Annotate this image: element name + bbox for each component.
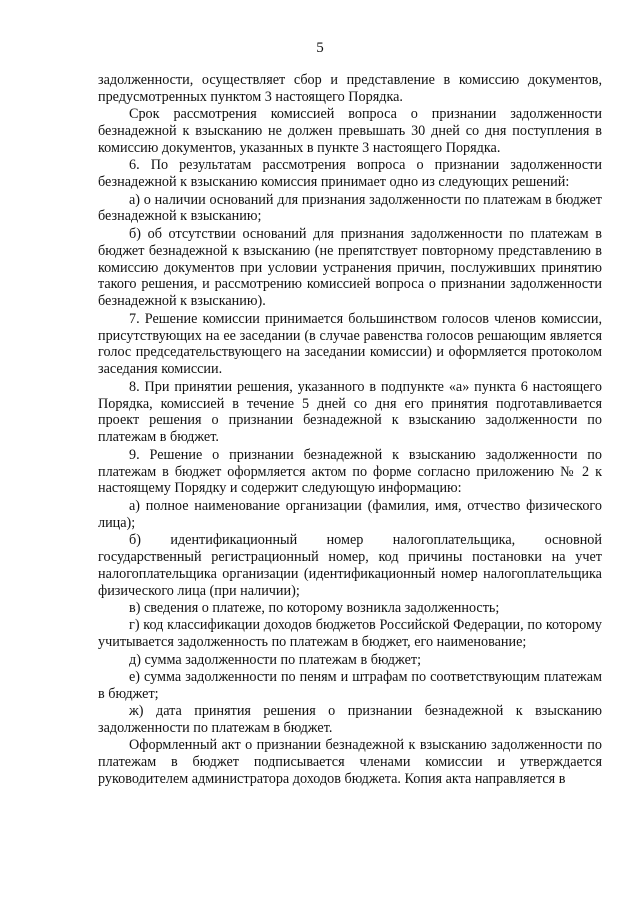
page-number: 5 bbox=[316, 40, 324, 56]
paragraph: Оформленный акт о признании безнадежной к взысканию задолженности по платежам в бюджет подписывается членами комиссии и утверждается руководителем администратора доходов бюджета. Копия акта направляется в bbox=[98, 737, 602, 788]
list-item: а) о наличии оснований для признания задолженности по платежам в бюджет безнадежной к взысканию; bbox=[98, 191, 602, 225]
paragraph: 8. При принятии решения, указанного в подпункте «а» пункта 6 настоящего Порядка, комиссией в течение 5 дней со дня его принятия подготавливается проект решения о признании безнадежной к взысканию задолженности по платежам в бюджет. bbox=[98, 378, 602, 446]
document-body bbox=[98, 72, 602, 788]
list-item: а) полное наименование организации (фамилия, имя, отчество физического лица); bbox=[98, 497, 602, 531]
list-item: д) сумма задолженности по платежам в бюджет; bbox=[129, 651, 422, 668]
list-item: б) идентификационный номер налогоплательщика, основной государственный регистрационный номер, код причины постановки на учет налогоплательщика организации (идентификационный номер налогоплательщика физического лица (при наличии); bbox=[98, 531, 602, 599]
paragraph: 6. По результатам рассмотрения вопроса о признании задолженности безнадежной к взысканию комиссия принимает одно из следующих решений: bbox=[98, 157, 602, 191]
paragraph: 7. Решение комиссии принимается большинством голосов членов комиссии, присутствующих на ее заседании (в случае равенства голосов решающим является голос председательствующего на заседании комиссии) и оформляется протоколом заседания комиссии. bbox=[98, 310, 602, 378]
list-item: е) сумма задолженности по пеням и штрафам по соответствующим платежам в бюджет; bbox=[98, 668, 602, 702]
paragraph: Срок рассмотрения комиссией вопроса о признании задолженности безнадежной к взысканию не должен превышать 30 дней со дня поступления в комиссию документов, указанных в пункте 3 настоящего Порядка. bbox=[98, 106, 602, 157]
list-item: ж) дата принятия решения о признании безнадежной к взысканию задолженности по платежам в бюджет. bbox=[98, 703, 602, 736]
paragraph: 9. Решение о признании безнадежной к взысканию задолженности по платежам в бюджет оформляется актом по форме согласно приложению № 2 к настоящему Порядку и содержит следующую информацию: bbox=[98, 446, 602, 497]
list-item: б) об отсутствии оснований для признания задолженности по платежам в бюджет безнадежной к взысканию (не препятствует повторному представлению в комиссию документов при условии устранения причин, послуживших принятию такого решения, и рассмотрению комиссией вопроса о признании задолженности безнадежной к взысканию). bbox=[98, 225, 602, 310]
paragraph: задолженности, осуществляет сбор и представление в комиссию документов, предусмотренных пунктом 3 настоящего Порядка. bbox=[98, 72, 602, 105]
list-item: в) сведения о платеже, по которому возникла задолженность; bbox=[129, 600, 500, 616]
list-item: г) код классификации доходов бюджетов Российской Федерации, по которому учитывается задолженность по платежам в бюджет, его наименование; bbox=[98, 617, 602, 651]
